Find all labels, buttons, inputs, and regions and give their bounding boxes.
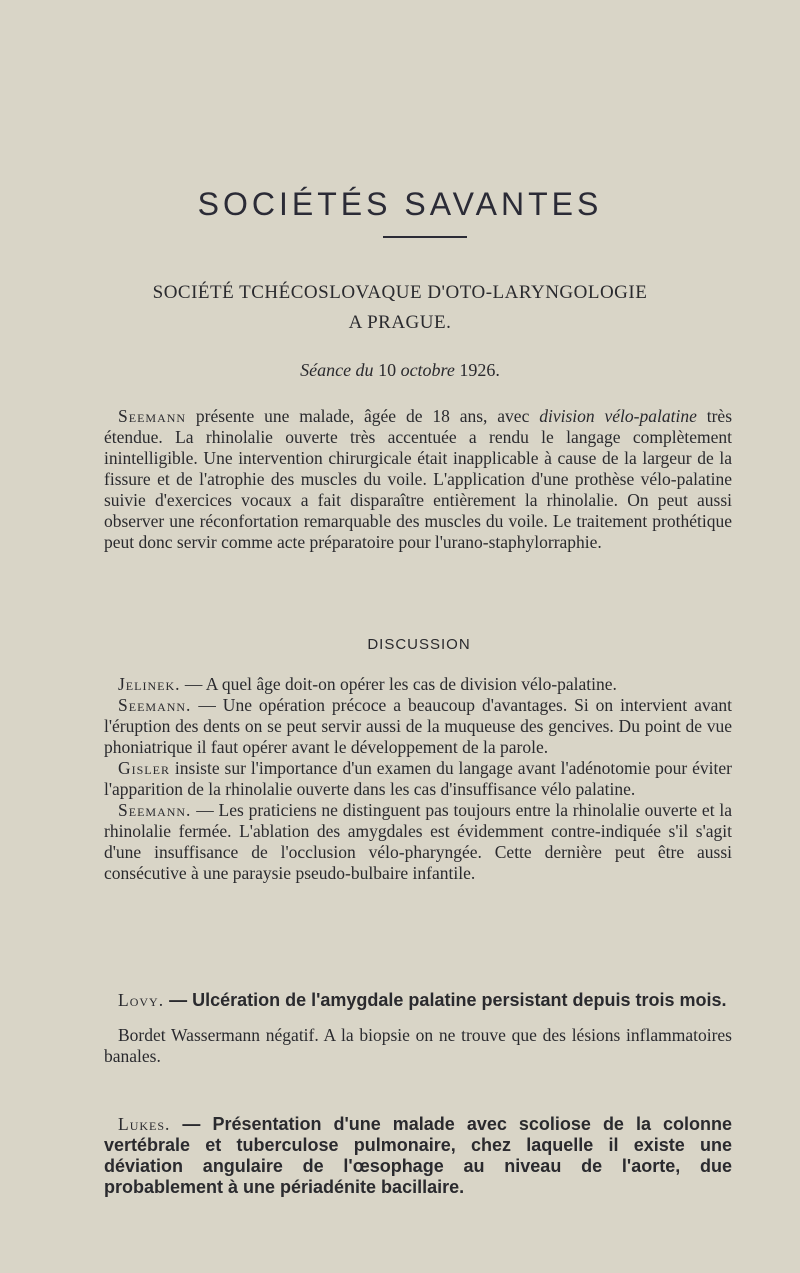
entry-text: — A quel âge doit-on opérer les cas de division vélo-palatine. <box>180 674 617 694</box>
lovy-section <box>104 990 732 1067</box>
lukes-title <box>104 1114 732 1198</box>
communication-title: — Présentation d'une malade avec scoliose de la colonne vertébrale et tuberculose pulmonaire, chez laquelle il existe une déviation angulaire de l'œsophage au niveau de l'aorte, due probablement à une périadénite bacillaire. <box>104 1114 732 1197</box>
discussion-entry <box>104 674 732 695</box>
session-date <box>0 360 800 381</box>
session-year: 1926. <box>459 360 500 380</box>
speaker-name: Seemann. <box>118 695 192 715</box>
discussion-entry <box>104 758 732 800</box>
discussion-heading: DISCUSSION <box>367 636 471 653</box>
entry-text: insiste sur l'importance d'un examen du langage avant l'adénotomie pour éviter l'apparition de la rhinolalie ouverte dans les cas d'insuffisance vélo palatine. <box>104 758 732 799</box>
session-month: octobre <box>400 360 455 380</box>
page-title: SOCIÉTÉS SAVANTES <box>197 186 603 222</box>
speaker-name: Seemann. <box>118 800 192 820</box>
speaker-name: Lukes. <box>118 1114 171 1134</box>
lukes-section <box>104 1114 732 1198</box>
intro-text-2: très étendue. La rhinolalie ouverte très accentuée a rendu le langage complètement inintelligible. Une intervention chirurgicale était inapplicable à cause de la largeur de la fissure et de l'atrophie des muscles du voile. L'application d'une prothèse vélo-palatine suivie d'exercices vocaux a fait disparaître entièrement la rhinolalie. On peut aussi observer une réconfortation remarquable des muscles du voile. Le traitement prothétique peut donc servir comme acte préparatoire pour l'urano-staphylorraphie. <box>104 406 733 552</box>
society-name: SOCIÉTÉ TCHÉCOSLOVAQUE D'OTO-LARYNGOLOGIE <box>152 282 648 303</box>
intro-italic-term: division vélo-palatine <box>539 406 697 426</box>
speaker-name: Jelinek. <box>118 674 181 694</box>
title-divider <box>383 236 467 238</box>
lovy-title <box>104 990 732 1011</box>
speaker-name: Lovy. <box>118 990 165 1010</box>
discussion-entry <box>104 695 732 758</box>
speaker-name: Seemann <box>118 406 187 426</box>
discussion-section <box>104 674 732 884</box>
speaker-name: Gisler <box>118 758 170 778</box>
communication-title: — Ulcération de l'amygdale palatine persistant depuis trois mois. <box>164 990 727 1010</box>
session-day: 10 <box>378 360 397 380</box>
intro-text-1: présente une malade, âgée de 18 ans, avec <box>186 406 540 426</box>
entry-text: — Les praticiens ne distinguent pas toujours entre la rhinolalie ouverte et la rhinolalie fermée. L'ablation des amygdales est évidemment contre-indiquée s'il s'agit d'une insuffisance de l'occlusion vélo-pharyngée. Cette dernière peut être aussi consécutive à une paraysie pseudo-bulbaire infantile. <box>104 800 732 883</box>
session-prefix: Séance du <box>300 360 374 380</box>
discussion-entry <box>104 800 732 884</box>
intro-paragraph <box>104 406 732 553</box>
entry-text: — Une opération précoce a beaucoup d'avantages. Si on intervient avant l'éruption des dents on se peut servir aussi de la muqueuse des gencives. Du point de vue phoniatrique il faut opérer avant le développement de la parole. <box>104 695 732 757</box>
society-heading <box>0 278 800 338</box>
lovy-body: Bordet Wassermann négatif. A la biopsie on ne trouve que des lésions inflammatoires banales. <box>104 1025 732 1066</box>
society-city: A PRAGUE. <box>348 312 452 333</box>
